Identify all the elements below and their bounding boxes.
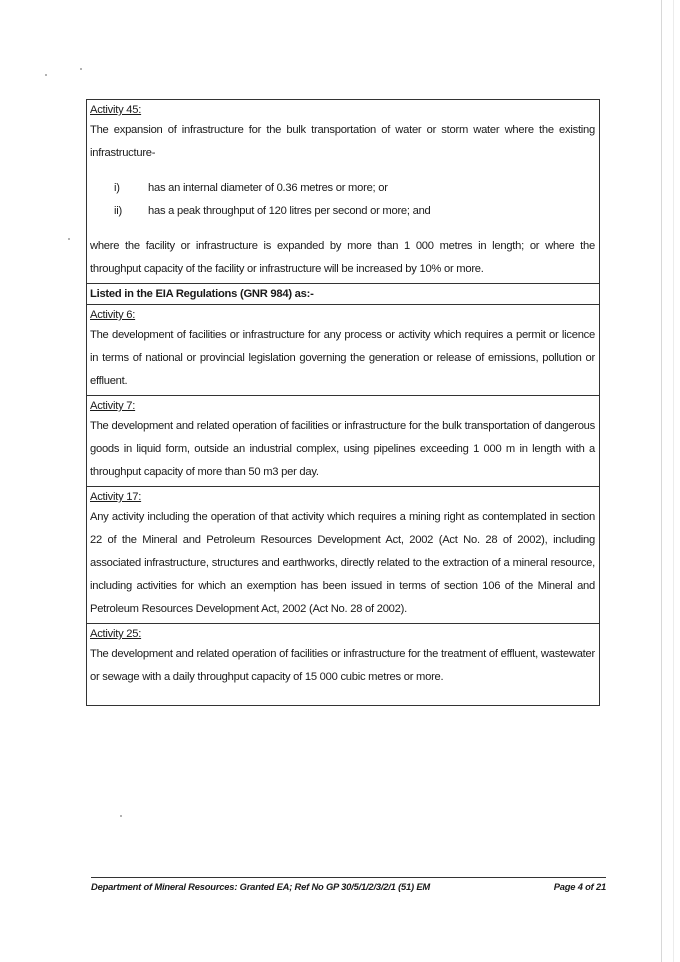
list-number: i)	[114, 182, 120, 194]
list-item	[90, 200, 595, 223]
list-item	[90, 177, 595, 200]
activity-heading: Activity 6:	[90, 309, 136, 321]
activity-heading: Activity 25:	[90, 628, 142, 640]
activity-6-cell	[87, 305, 599, 396]
scan-speck	[68, 238, 70, 240]
activity-45-cell	[87, 100, 599, 284]
activity-text: The development and related operation of facilities or infrastructure for the treatment of effluent, wastewater or sewage with a daily throughput capacity of 15 000 cubic metres or more.	[90, 648, 595, 683]
activity-intro: The expansion of infrastructure for the bulk transportation of water or storm water where the existing infrastructure-	[90, 124, 595, 159]
scan-speck	[45, 74, 47, 76]
list-text: has a peak throughput of 120 litres per second or more; and	[148, 205, 431, 217]
activity-17-cell	[87, 487, 599, 624]
scan-speck	[120, 815, 122, 817]
activity-heading: Activity 17:	[90, 491, 142, 503]
activity-text: The development of facilities or infrastructure for any process or activity which requires a permit or licence in terms of national or provincial legislation governing the generation or release of emissions, pollution or effluent.	[90, 329, 595, 387]
activities-table	[86, 99, 600, 706]
activity-heading: Activity 45:	[90, 104, 142, 116]
activity-text: The development and related operation of facilities or infrastructure for the bulk transportation of dangerous goods in liquid form, outside an industrial complex, using pipelines exceeding 1 000 m in length with a throughput capacity of more than 50 m3 per day.	[90, 420, 595, 478]
activity-heading: Activity 7:	[90, 400, 136, 412]
activity-25-cell	[87, 624, 599, 705]
list-text: has an internal diameter of 0.36 metres or more; or	[148, 182, 388, 194]
listed-regulations-heading: Listed in the EIA Regulations (GNR 984) as:-	[87, 284, 599, 305]
activity-text: Any activity including the operation of that activity which requires a mining right as contemplated in section 22 of the Mineral and Petroleum Resources Development Act, 2002 (Act No. 28 of 2002), including associated infrastructure, structures and earthworks, directly related to the extraction of a mineral resource, including activities for which an exemption has been issued in terms of section 106 of the Mineral and Petroleum Resources Development Act, 2002 (Act No. 28 of 2002).	[90, 511, 595, 615]
activity-closing: where the facility or infrastructure is expanded by more than 1 000 metres in length; or where the throughput capacity of the facility or infrastructure will be increased by 10% or more.	[90, 240, 595, 275]
scan-speck	[80, 68, 82, 70]
activity-7-cell	[87, 396, 599, 487]
page-footer	[91, 877, 606, 892]
footer-reference: Department of Mineral Resources: Granted EA; Ref No GP 30/5/1/2/3/2/1 (51) EM	[91, 881, 431, 892]
scan-edge-line	[673, 0, 674, 962]
list-number: ii)	[114, 205, 122, 217]
scan-edge-line	[661, 0, 662, 962]
page-number: Page 4 of 21	[553, 881, 606, 892]
criteria-list	[90, 177, 595, 223]
